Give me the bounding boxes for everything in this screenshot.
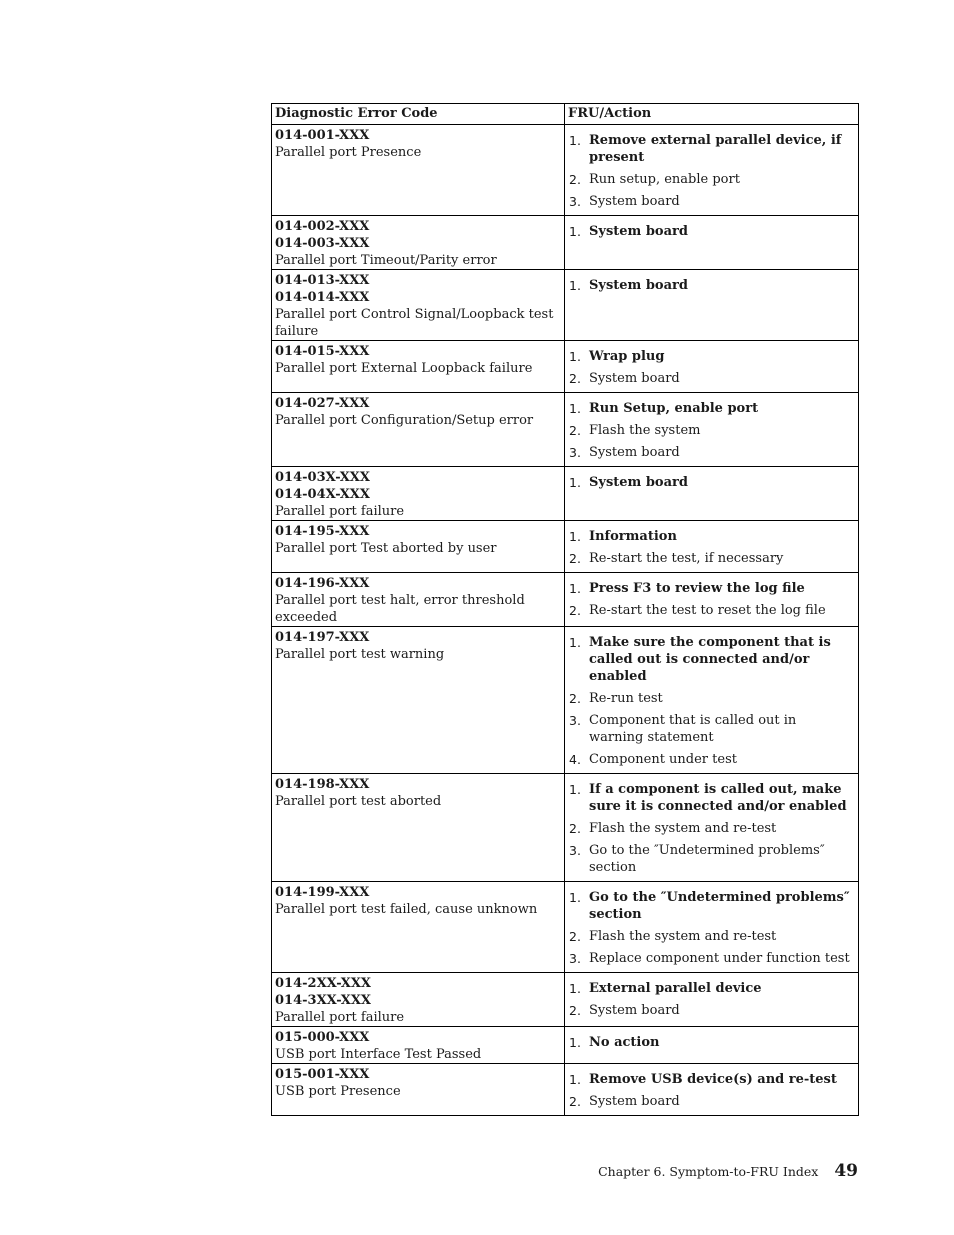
action-number: 1. [569, 349, 581, 364]
table-row [272, 573, 859, 627]
error-code-cell [272, 270, 565, 341]
action-text: Re-start the test, if necessary [589, 551, 784, 566]
fru-action-cell [565, 1064, 859, 1116]
error-code: 014-197-XXX [275, 630, 370, 645]
header-fru-action: FRU/Action [565, 104, 859, 125]
error-code: 014-013-XXX [275, 273, 370, 288]
action-text: If a component is called out, make sure it is connected and/or enabled [589, 782, 847, 814]
action-number: 1. [569, 635, 581, 650]
action-text: Flash the system and re-test [589, 929, 777, 944]
action-item [569, 889, 852, 923]
table-header-row [272, 104, 859, 125]
fru-action-cell [565, 882, 859, 973]
error-description: Parallel port test aborted [275, 794, 442, 809]
action-text: Wrap plug [589, 349, 665, 364]
table-row [272, 393, 859, 467]
action-list [569, 1034, 852, 1051]
error-description: Parallel port Configuration/Setup error [275, 413, 534, 428]
action-text: Remove USB device(s) and re-test [589, 1072, 837, 1087]
action-text: Remove external parallel device, if present [589, 133, 842, 165]
table-row [272, 1064, 859, 1116]
action-text: Make sure the component that is called out is connected and/or enabled [589, 635, 831, 684]
action-item [569, 277, 852, 294]
error-code-cell [272, 627, 565, 774]
action-item [569, 820, 852, 837]
action-text: Flash the system and re-test [589, 821, 777, 836]
action-text: Go to the ″Undetermined problems″ section [589, 890, 850, 922]
action-number: 1. [569, 529, 581, 544]
action-number: 1. [569, 475, 581, 490]
fru-action-cell [565, 1027, 859, 1064]
table-row [272, 270, 859, 341]
action-number: 1. [569, 981, 581, 996]
action-number: 3. [569, 445, 581, 460]
error-code-cell [272, 882, 565, 973]
error-description: Parallel port External Loopback failure [275, 361, 533, 376]
action-item [569, 223, 852, 240]
fru-action-cell [565, 467, 859, 521]
action-number: 1. [569, 1035, 581, 1050]
error-code: 014-198-XXX [275, 777, 370, 792]
action-text: System board [589, 194, 680, 209]
action-item [569, 690, 852, 707]
action-text: System board [589, 445, 680, 460]
action-item [569, 444, 852, 461]
error-code: 014-2XX-XXX [275, 976, 371, 991]
action-text: Press F3 to review the log file [589, 581, 805, 596]
action-text: System board [589, 1003, 680, 1018]
header-diagnostic-error-code: Diagnostic Error Code [272, 104, 565, 125]
fru-action-cell [565, 521, 859, 573]
error-description: Parallel port Timeout/Parity error [275, 253, 497, 268]
action-text: Flash the system [589, 423, 701, 438]
action-item [569, 1002, 852, 1019]
action-number: 2. [569, 691, 581, 706]
error-code: 014-04X-XXX [275, 487, 370, 502]
action-list [569, 474, 852, 491]
action-list [569, 1071, 852, 1110]
error-code: 014-001-XXX [275, 128, 370, 143]
action-text: Replace component under function test [589, 951, 850, 966]
error-code: 014-199-XXX [275, 885, 370, 900]
action-item [569, 1034, 852, 1051]
error-code: 015-001-XXX [275, 1067, 370, 1082]
action-text: Re-run test [589, 691, 663, 706]
action-text: External parallel device [589, 981, 762, 996]
error-description: Parallel port Presence [275, 145, 422, 160]
table-row [272, 882, 859, 973]
action-list [569, 223, 852, 240]
error-code-cell [272, 1064, 565, 1116]
error-code: 014-027-XXX [275, 396, 370, 411]
action-number: 1. [569, 1072, 581, 1087]
fru-action-cell [565, 393, 859, 467]
action-item [569, 550, 852, 567]
action-item [569, 370, 852, 387]
action-item [569, 400, 852, 417]
action-number: 3. [569, 713, 581, 728]
error-description: Parallel port failure [275, 1010, 405, 1025]
error-description: USB port Presence [275, 1084, 401, 1099]
error-description: Parallel port Control Signal/Loopback test failure [275, 307, 554, 339]
fru-action-cell [565, 125, 859, 216]
table-row [272, 774, 859, 882]
error-code-cell [272, 521, 565, 573]
action-number: 1. [569, 401, 581, 416]
action-number: 2. [569, 172, 581, 187]
action-text: Run Setup, enable port [589, 401, 759, 416]
action-item [569, 950, 852, 967]
action-item [569, 842, 852, 876]
action-list [569, 528, 852, 567]
action-number: 2. [569, 603, 581, 618]
error-description: Parallel port test halt, error threshold exceeded [275, 593, 525, 625]
action-item [569, 422, 852, 439]
action-item [569, 602, 852, 619]
error-code-cell [272, 341, 565, 393]
error-code-cell [272, 573, 565, 627]
action-item [569, 1093, 852, 1110]
error-description: Parallel port test warning [275, 647, 445, 662]
table-row [272, 1027, 859, 1064]
error-code: 014-195-XXX [275, 524, 370, 539]
action-list [569, 634, 852, 768]
action-text: No action [589, 1035, 660, 1050]
error-code-cell [272, 125, 565, 216]
action-item [569, 928, 852, 945]
action-list [569, 348, 852, 387]
table-body [272, 125, 859, 1116]
table-row [272, 216, 859, 270]
action-text: Re-start the test to reset the log file [589, 603, 826, 618]
action-item [569, 580, 852, 597]
action-text: System board [589, 224, 688, 239]
fru-action-cell [565, 270, 859, 341]
error-code-cell [272, 1027, 565, 1064]
error-code-cell [272, 467, 565, 521]
action-number: 2. [569, 929, 581, 944]
table-row [272, 467, 859, 521]
error-code: 014-014-XXX [275, 290, 370, 305]
error-code: 014-002-XXX [275, 219, 370, 234]
action-list [569, 980, 852, 1019]
error-code: 015-000-XXX [275, 1030, 370, 1045]
error-code: 014-196-XXX [275, 576, 370, 591]
action-text: Information [589, 529, 677, 544]
action-text: System board [589, 278, 688, 293]
action-item [569, 474, 852, 491]
table-row [272, 521, 859, 573]
action-item [569, 132, 852, 166]
action-number: 4. [569, 752, 581, 767]
action-number: 2. [569, 551, 581, 566]
action-number: 1. [569, 581, 581, 596]
action-number: 2. [569, 1094, 581, 1109]
table-row [272, 341, 859, 393]
action-text: Component that is called out in warning statement [589, 713, 797, 745]
action-text: System board [589, 371, 680, 386]
action-item [569, 171, 852, 188]
action-item [569, 751, 852, 768]
action-text: Run setup, enable port [589, 172, 740, 187]
chapter-title: Chapter 6. Symptom-to-FRU Index [598, 1164, 819, 1179]
error-code: 014-03X-XXX [275, 470, 370, 485]
table-row [272, 973, 859, 1027]
action-list [569, 132, 852, 210]
fru-action-cell [565, 774, 859, 882]
error-code-cell [272, 973, 565, 1027]
fru-action-cell [565, 216, 859, 270]
page-number: 49 [834, 1161, 858, 1181]
action-item [569, 634, 852, 685]
action-item [569, 528, 852, 545]
action-number: 3. [569, 951, 581, 966]
table-row [272, 627, 859, 774]
action-item [569, 193, 852, 210]
fru-action-cell [565, 341, 859, 393]
action-list [569, 277, 852, 294]
fru-action-cell [565, 973, 859, 1027]
action-number: 2. [569, 821, 581, 836]
error-description: Parallel port failure [275, 504, 405, 519]
action-number: 1. [569, 890, 581, 905]
action-list [569, 400, 852, 461]
error-code: 014-015-XXX [275, 344, 370, 359]
fru-action-cell [565, 627, 859, 774]
action-list [569, 781, 852, 876]
action-number: 2. [569, 371, 581, 386]
action-number: 1. [569, 278, 581, 293]
action-item [569, 781, 852, 815]
error-description: USB port Interface Test Passed [275, 1047, 482, 1062]
action-item [569, 1071, 852, 1088]
action-text: System board [589, 1094, 680, 1109]
error-code: 014-3XX-XXX [275, 993, 371, 1008]
error-code-cell [272, 774, 565, 882]
page-footer [598, 1161, 858, 1181]
action-text: Component under test [589, 752, 737, 767]
action-number: 1. [569, 224, 581, 239]
action-item [569, 348, 852, 365]
action-text: System board [589, 475, 688, 490]
diagnostic-error-table [271, 103, 859, 1116]
action-list [569, 580, 852, 619]
action-number: 1. [569, 133, 581, 148]
action-list [569, 889, 852, 967]
action-item [569, 712, 852, 746]
error-code-cell [272, 216, 565, 270]
error-description: Parallel port Test aborted by user [275, 541, 497, 556]
fru-action-cell [565, 573, 859, 627]
error-code-cell [272, 393, 565, 467]
action-number: 2. [569, 423, 581, 438]
action-number: 3. [569, 843, 581, 858]
action-number: 2. [569, 1003, 581, 1018]
error-code: 014-003-XXX [275, 236, 370, 251]
table-row [272, 125, 859, 216]
action-text: Go to the ″Undetermined problems″ section [589, 843, 825, 875]
action-number: 3. [569, 194, 581, 209]
error-description: Parallel port test failed, cause unknown [275, 902, 538, 917]
action-number: 1. [569, 782, 581, 797]
action-item [569, 980, 852, 997]
